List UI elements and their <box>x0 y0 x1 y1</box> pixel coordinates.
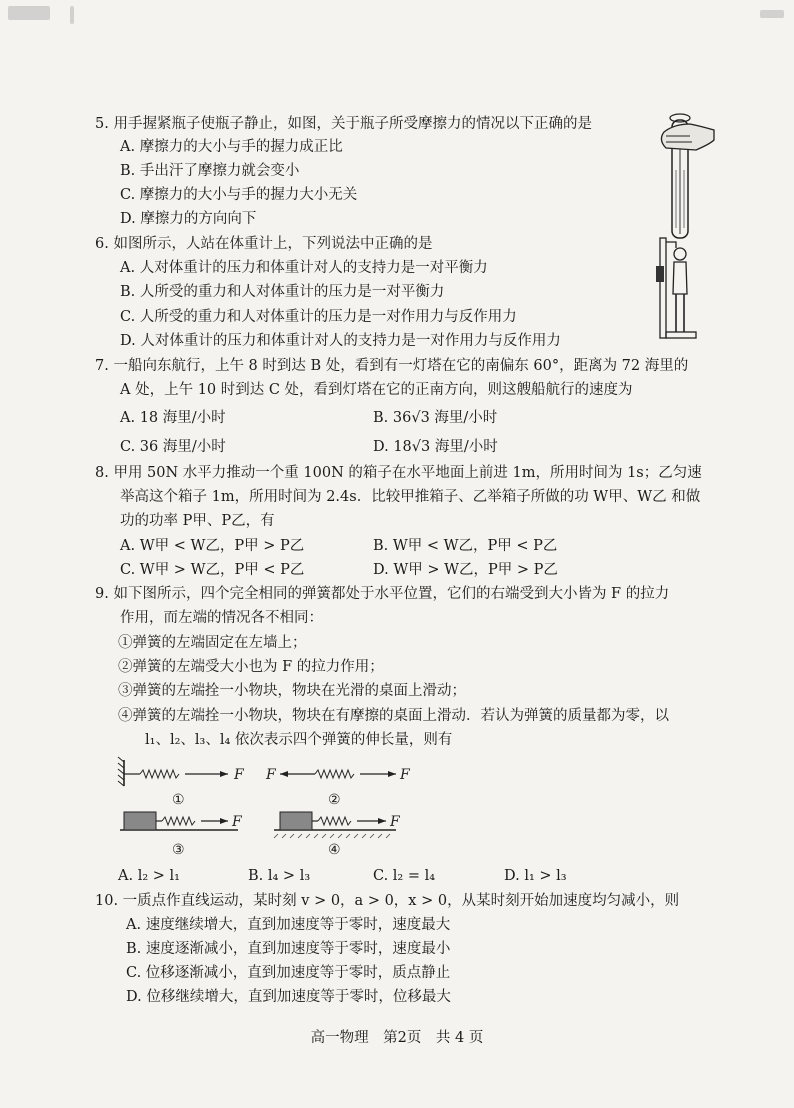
q9-stem-line1: 9. 如下图所示，四个完全相同的弹簧都处于水平位置，它们的右端受到大小皆为 F 的拉力 <box>95 586 670 602</box>
q9-condition-2: ②弹簧的左端受大小也为 F 的拉力作用； <box>118 659 384 675</box>
figure-label-4: ④ <box>328 842 341 858</box>
q7-option-a: A. 18 海里/小时 <box>120 410 226 426</box>
q9-option-a: A. l₂ > l₁ <box>118 868 180 884</box>
figure-label-1: ① <box>172 792 185 808</box>
q10-option-c: C. 位移逐渐减小，直到加速度等于零时，质点静止 <box>126 965 451 981</box>
force-label-f: F <box>234 767 244 783</box>
q8-stem-line3: 功的功率 P甲、P乙，有 <box>120 513 275 529</box>
q5-option-c: C. 摩擦力的大小与手的握力大小无关 <box>120 187 358 203</box>
q7-stem-line2: A 处，上午 10 时到达 C 处，看到灯塔在它的正南方向，则这艘船航行的速度为 <box>120 382 633 398</box>
figure-label-3: ③ <box>172 842 185 858</box>
q8-option-d: D. W甲 > W乙，P甲 > P乙 <box>373 562 558 578</box>
force-label-f: F <box>266 767 276 783</box>
spring-2-double-pull <box>265 767 396 783</box>
scan-artifact <box>8 6 50 20</box>
spring-1-wall <box>118 757 228 786</box>
q6-option-a: A. 人对体重计的压力和体重计对人的支持力是一对平衡力 <box>120 260 488 276</box>
q8-stem-line1: 8. 甲用 50N 水平力推动一个重 100N 的箱子在水平地面上前进 1m，所用时间为 1s；乙匀速 <box>95 465 702 481</box>
q9-option-b: B. l₄ > l₃ <box>248 868 311 884</box>
q7-option-d: D. 18√3 海里/小时 <box>373 439 498 455</box>
q9-stem-line2: 作用，而左端的情况各不相同： <box>120 610 323 626</box>
q9-condition-4: ④弹簧的左端拴一小物块，物块在有摩擦的桌面上滑动．若认为弹簧的质量都为零，以 <box>118 708 669 724</box>
q9-option-d: D. l₁ > l₃ <box>504 868 567 884</box>
hand-bottle-figure <box>656 110 718 252</box>
force-label-f: F <box>400 767 410 783</box>
spring-4-block-rough <box>274 812 396 838</box>
q5-option-d: D. 摩擦力的方向向下 <box>120 211 257 227</box>
q5-option-a: A. 摩擦力的大小与手的握力成正比 <box>120 139 343 155</box>
figure-label-2: ② <box>328 792 341 808</box>
q9-condition-3: ③弹簧的左端拴一小物块，物块在光滑的桌面上滑动； <box>118 683 466 699</box>
q9-condition-5: l₁、l₂、l₃、l₄ 依次表示四个弹簧的伸长量，则有 <box>145 732 453 748</box>
q6-stem: 6. 如图所示，人站在体重计上，下列说法中正确的是 <box>95 236 433 252</box>
q5-option-b: B. 手出汗了摩擦力就会变小 <box>120 163 300 179</box>
q6-option-c: C. 人所受的重力和人对体重计的压力是一对作用力与反作用力 <box>120 309 517 325</box>
q8-option-b: B. W甲 < W乙，P甲 < P乙 <box>373 538 558 554</box>
q10-option-a: A. 速度继续增大，直到加速度等于零时，速度最大 <box>126 917 451 933</box>
q10-option-d: D. 位移继续增大，直到加速度等于零时，位移最大 <box>126 989 451 1005</box>
q8-stem-line2: 举高这个箱子 1m，所用时间为 2.4s．比较甲推箱子、乙举箱子所做的功 W甲、W乙 和做 <box>120 489 701 505</box>
q7-stem-line1: 7. 一船向东航行，上午 8 时到达 B 处，看到有一灯塔在它的南偏东 60°，距离为 72 海里的 <box>95 358 689 374</box>
person-on-scale-figure <box>656 236 706 342</box>
spring-3-block-smooth <box>120 812 238 830</box>
scan-artifact <box>760 10 784 18</box>
force-label-f: F <box>390 814 400 830</box>
q8-option-a: A. W甲 < W乙，P甲 > P乙 <box>120 538 305 554</box>
q10-stem: 10. 一质点作直线运动，某时刻 v > 0，a > 0，x > 0，从某时刻开始加速度均匀减小，则 <box>95 893 680 909</box>
q9-option-c: C. l₂ = l₄ <box>373 868 436 884</box>
q5-stem: 5. 用手握紧瓶子使瓶子静止，如图，关于瓶子所受摩擦力的情况以下正确的是 <box>95 116 592 132</box>
q6-option-d: D. 人对体重计的压力和体重计对人的支持力是一对作用力与反作用力 <box>120 333 561 349</box>
q7-option-c: C. 36 海里/小时 <box>120 439 226 455</box>
q10-option-b: B. 速度逐渐减小，直到加速度等于零时，速度最小 <box>126 941 451 957</box>
scan-artifact <box>70 6 74 24</box>
q8-option-c: C. W甲 > W乙，P甲 < P乙 <box>120 562 305 578</box>
q6-option-b: B. 人所受的重力和人对体重计的压力是一对平衡力 <box>120 284 445 300</box>
force-label-f: F <box>232 814 242 830</box>
q9-condition-1: ①弹簧的左端固定在左墙上； <box>118 635 307 651</box>
page-footer: 高一物理 第2页 共 4 页 <box>310 1030 484 1046</box>
q7-option-b: B. 36√3 海里/小时 <box>373 410 498 426</box>
springs-figure <box>110 756 430 864</box>
